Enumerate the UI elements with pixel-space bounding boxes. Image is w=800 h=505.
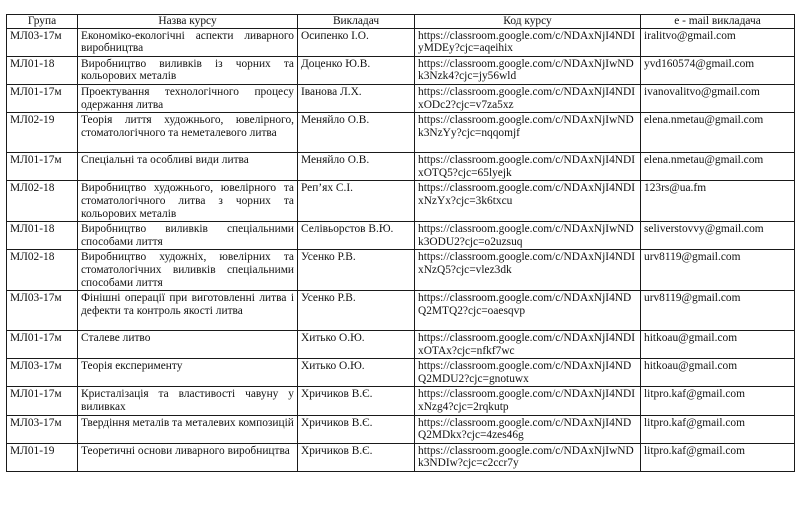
table-row — [7, 415, 795, 443]
course-code: https://classroom.google.com/c/NDAxNjI4NDIxODc2?cjc=v7za5xz — [415, 84, 641, 112]
course-name: Фінішні операції при виготовленні литва і дефекти та контроль якості литва — [78, 291, 298, 331]
course-code: https://classroom.google.com/c/NDAxNjI4NDIxOTAx?cjc=nfkf7wc — [415, 331, 641, 359]
teacher-name: Хитько О.Ю. — [298, 331, 415, 359]
teacher-name: Осипенко І.О. — [298, 28, 415, 56]
teacher-name: Меняйло О.В. — [298, 153, 415, 181]
header-group: Група — [7, 15, 78, 29]
table-row — [7, 56, 795, 84]
table-row — [7, 28, 795, 56]
teacher-name: Селівьорстов В.Ю. — [298, 222, 415, 250]
course-code: https://classroom.google.com/c/NDAxNjI4NDIxNzYx?cjc=3k6txcu — [415, 181, 641, 222]
group-cell: МЛ01-18 — [7, 56, 78, 84]
teacher-name: Хричиков В.Є. — [298, 387, 415, 415]
teacher-email: ivanovalitvo@gmail.com — [641, 84, 795, 112]
teacher-name: Усенко Р.В. — [298, 291, 415, 331]
teacher-name: Усенко Р.В. — [298, 250, 415, 291]
course-code: https://classroom.google.com/c/NDAxNjIwNDk3Nzk4?cjc=jy56wld — [415, 56, 641, 84]
group-cell: МЛ02-18 — [7, 250, 78, 291]
group-cell: МЛ01-17м — [7, 153, 78, 181]
table-row — [7, 359, 795, 387]
teacher-email: litpro.kaf@gmail.com — [641, 415, 795, 443]
group-cell: МЛ03-17м — [7, 415, 78, 443]
course-name: Виробництво художніх, ювелірних та стоматологічних виливків спеціальними способами лиття — [78, 250, 298, 291]
teacher-name: Іванова Л.Х. — [298, 84, 415, 112]
table-body — [7, 28, 795, 471]
teacher-email: 123rs@ua.fm — [641, 181, 795, 222]
course-code: https://classroom.google.com/c/NDAxNjI4NDIyMDEy?cjc=aqeihix — [415, 28, 641, 56]
course-name: Економіко-екологічні аспекти ливарного виробництва — [78, 28, 298, 56]
course-name: Теоретичні основи ливарного виробництва — [78, 443, 298, 471]
header-code: Код курсу — [415, 15, 641, 29]
course-code: https://classroom.google.com/c/NDAxNjIwNDk3NDIw?cjc=c2ccr7y — [415, 443, 641, 471]
teacher-email: hitkoau@gmail.com — [641, 331, 795, 359]
header-email: e - mail викладача — [641, 15, 795, 29]
teacher-name: Реп’ях С.І. — [298, 181, 415, 222]
course-code: https://classroom.google.com/c/NDAxNjIwNDk3ODU2?cjc=o2uzsuq — [415, 222, 641, 250]
course-name: Виробництво виливків спеціальними способами лиття — [78, 222, 298, 250]
course-code: https://classroom.google.com/c/NDAxNjI4NDQ2MDU2?cjc=gnotuwx — [415, 359, 641, 387]
group-cell: МЛ01-18 — [7, 222, 78, 250]
teacher-name: Меняйло О.В. — [298, 113, 415, 153]
course-name: Сталеве литво — [78, 331, 298, 359]
table-row — [7, 222, 795, 250]
course-name: Спеціальні та особливі види литва — [78, 153, 298, 181]
header-row — [7, 15, 795, 29]
course-code: https://classroom.google.com/c/NDAxNjI4NDIxNzg4?cjc=2rqkutp — [415, 387, 641, 415]
teacher-name: Хитько О.Ю. — [298, 359, 415, 387]
group-cell: МЛ03-17м — [7, 291, 78, 331]
group-cell: МЛ01-17м — [7, 387, 78, 415]
teacher-email: iralitvo@gmail.com — [641, 28, 795, 56]
group-cell: МЛ01-19 — [7, 443, 78, 471]
teacher-email: yvd160574@gmail.com — [641, 56, 795, 84]
table-row — [7, 250, 795, 291]
table-row — [7, 113, 795, 153]
table-row — [7, 291, 795, 331]
teacher-email: litpro.kaf@gmail.com — [641, 387, 795, 415]
teacher-email: elena.nmetau@gmail.com — [641, 153, 795, 181]
course-code: https://classroom.google.com/c/NDAxNjI4NDIxNzQ5?cjc=vlez3dk — [415, 250, 641, 291]
table-row — [7, 153, 795, 181]
teacher-name: Доценко Ю.В. — [298, 56, 415, 84]
table-row — [7, 387, 795, 415]
group-cell: МЛ03-17м — [7, 28, 78, 56]
course-name: Проектування технологічного процесу одержання литва — [78, 84, 298, 112]
course-code: https://classroom.google.com/c/NDAxNjI4NDQ2MTQ2?cjc=oaesqvp — [415, 291, 641, 331]
course-name: Теорія лиття художнього, ювелірного, стоматологічного та неметалевого литва — [78, 113, 298, 153]
course-name: Твердіння металів та металевих композицій — [78, 415, 298, 443]
header-course: Назва курсу — [78, 15, 298, 29]
teacher-name: Хричиков В.Є. — [298, 443, 415, 471]
group-cell: МЛ02-19 — [7, 113, 78, 153]
course-code: https://classroom.google.com/c/NDAxNjIwNDk3NzYy?cjc=nqqomjf — [415, 113, 641, 153]
header-teacher: Викладач — [298, 15, 415, 29]
teacher-email: hitkoau@gmail.com — [641, 359, 795, 387]
course-code: https://classroom.google.com/c/NDAxNjI4NDIxOTQ5?cjc=65lyejk — [415, 153, 641, 181]
table-header — [7, 15, 795, 29]
course-name: Теорія експерименту — [78, 359, 298, 387]
table-row — [7, 443, 795, 471]
table-row — [7, 84, 795, 112]
teacher-email: litpro.kaf@gmail.com — [641, 443, 795, 471]
table-row — [7, 181, 795, 222]
teacher-name: Хричиков В.Є. — [298, 415, 415, 443]
table-row — [7, 331, 795, 359]
group-cell: МЛ01-17м — [7, 84, 78, 112]
group-cell: МЛ02-18 — [7, 181, 78, 222]
course-name: Виробництво виливків із чорних та кольорових металів — [78, 56, 298, 84]
teacher-email: urv8119@gmail.com — [641, 250, 795, 291]
course-code: https://classroom.google.com/c/NDAxNjI4NDQ2MDkx?cjc=4zes46g — [415, 415, 641, 443]
teacher-email: seliverstovvy@gmail.com — [641, 222, 795, 250]
group-cell: МЛ03-17м — [7, 359, 78, 387]
course-table — [6, 14, 795, 472]
course-name: Виробництво художнього, ювелірного та стоматологічного литва з чорних та кольорових металів — [78, 181, 298, 222]
course-name: Кристалізація та властивості чавуну у виливках — [78, 387, 298, 415]
teacher-email: elena.nmetau@gmail.com — [641, 113, 795, 153]
group-cell: МЛ01-17м — [7, 331, 78, 359]
teacher-email: urv8119@gmail.com — [641, 291, 795, 331]
